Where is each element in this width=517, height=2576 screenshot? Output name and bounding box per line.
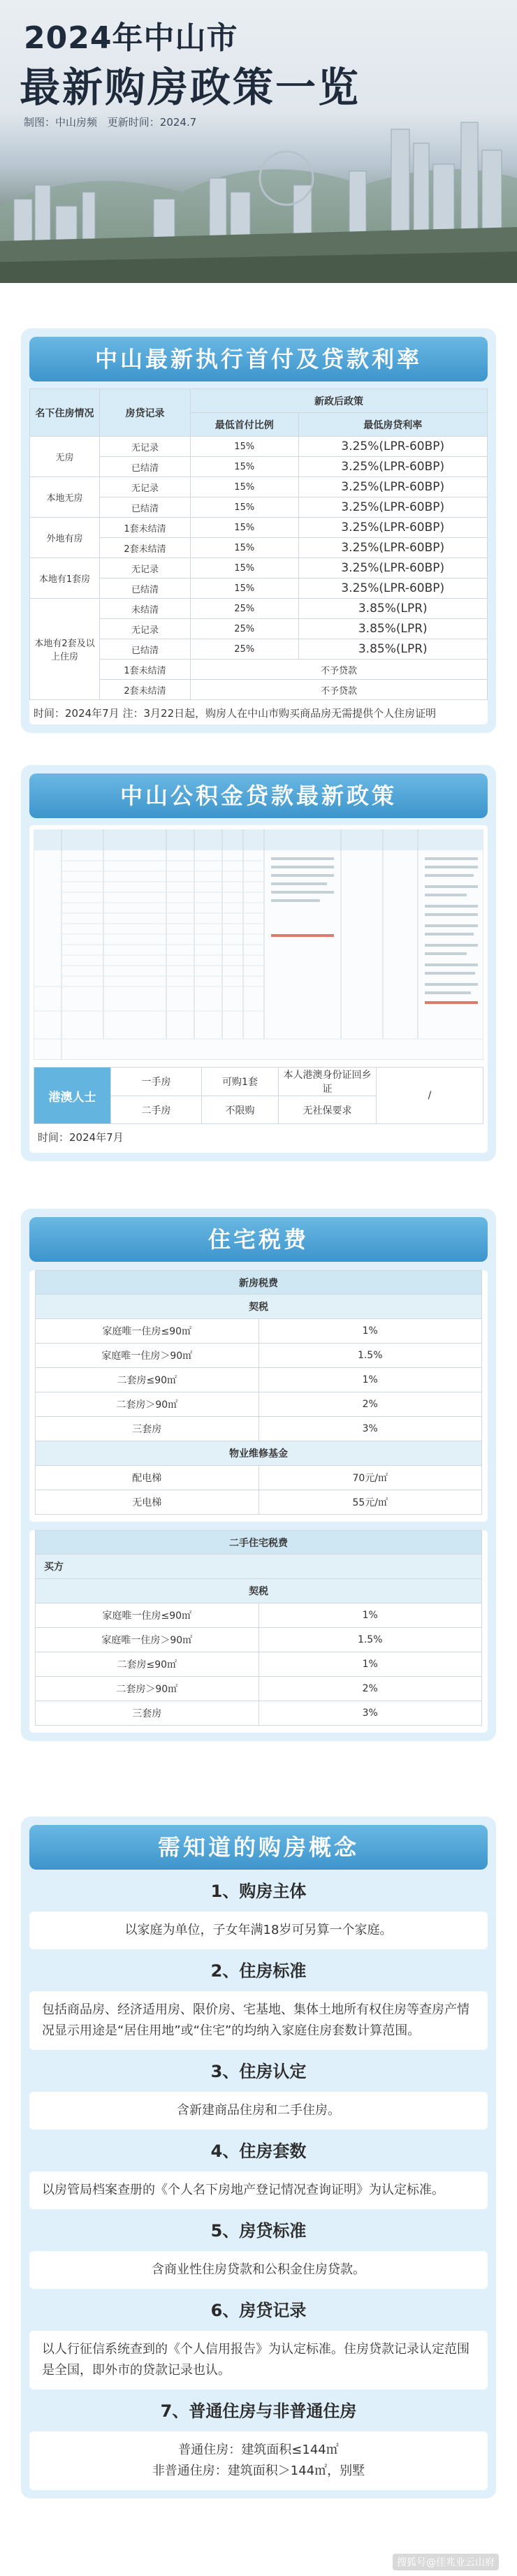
hk-label: 港澳人士 bbox=[34, 1068, 111, 1124]
header-policy: 新政后政策 bbox=[191, 389, 488, 413]
header-rate: 最低房贷利率 bbox=[298, 413, 488, 437]
maker-label: 制图：中山房频 bbox=[24, 116, 98, 129]
table-row: 已结清 15% 3.25%(LPR-60BP) bbox=[30, 457, 488, 477]
hero-banner bbox=[0, 0, 517, 283]
table-row: 2套未结清 不予贷款 bbox=[30, 680, 488, 700]
concept-title: 3、住房认定 bbox=[210, 2062, 307, 2081]
header-down: 最低首付比例 bbox=[191, 413, 299, 437]
section-title: 中山公积金贷款最新政策 bbox=[29, 773, 488, 818]
second-tax-table: 二手住宅税费 买方 契税 家庭唯一住房≤90㎡ 1% 家庭唯一住房＞90㎡ 1.5% 二套房≤90㎡ 1% 二套房＞90㎡ 2% 三套房 3% bbox=[35, 1530, 482, 1726]
concept-text: 含商业性住房贷款和公积金住房贷款。 bbox=[29, 2251, 488, 2289]
concepts-card bbox=[21, 1817, 496, 2498]
table-row: 家庭唯一住房≤90㎡ 1% bbox=[36, 1603, 482, 1628]
concept-title: 6、房贷记录 bbox=[210, 2301, 307, 2320]
down-payment-card bbox=[21, 328, 496, 733]
table-row: 无记录 25% 3.85%(LPR) bbox=[30, 619, 488, 639]
table-row: 本地无房 无记录 15% 3.25%(LPR-60BP) bbox=[30, 477, 488, 497]
footnote: 时间：2024年7月 注：3月22日起，购房人在中山市购买商品房无需提供个人住房证明 bbox=[34, 707, 437, 720]
table-row: 二套房＞90㎡ 2% bbox=[36, 1392, 482, 1417]
tax-card bbox=[21, 1209, 496, 1741]
table-row: 外地有房 1套未结清 15% 3.25%(LPR-60BP) bbox=[30, 518, 488, 538]
concept-text: 包括商品房、经济适用房、限价房、宅基地、集体土地所有权住房等查房产情况显示用途是“居住用地”或“住宅”的均纳入家庭住房套数计算范围。 bbox=[29, 1991, 488, 2050]
concept-title: 7、普通住房与非普通住房 bbox=[160, 2401, 357, 2421]
table-row: 三套房 3% bbox=[36, 1417, 482, 1441]
hero-title-year: 2024年中山市 bbox=[24, 20, 238, 56]
table-row: 配电梯 70元/㎡ bbox=[36, 1466, 482, 1490]
section-title: 中山最新执行首付及贷款利率 bbox=[29, 337, 488, 381]
table-row: 已结清 25% 3.85%(LPR) bbox=[30, 639, 488, 660]
fund-policy-wrap bbox=[29, 825, 488, 1153]
second-tax-header: 二手住宅税费 bbox=[36, 1531, 482, 1555]
table-row: 家庭唯一住房≤90㎡ 1% bbox=[36, 1319, 482, 1344]
table-row: 无电梯 55元/㎡ bbox=[36, 1490, 482, 1515]
concept-text: 含新建商品住房和二手住房。 bbox=[29, 2092, 488, 2130]
table-row: 无房 无记录 15% 3.25%(LPR-60BP) bbox=[30, 437, 488, 457]
watermark: 搜狐号@佳兆业云山府 bbox=[393, 2554, 499, 2570]
table-row: 本地有1套房 无记录 15% 3.25%(LPR-60BP) bbox=[30, 558, 488, 578]
table-row: 港澳人士 一手房 可购1套 本人港澳身份证回乡证 / bbox=[34, 1068, 483, 1096]
hk-macau-table bbox=[34, 1067, 483, 1124]
new-tax-box bbox=[29, 1270, 488, 1522]
concept-title: 2、住房标准 bbox=[210, 1961, 307, 1981]
table-row: 已结清 15% 3.25%(LPR-60BP) bbox=[30, 497, 488, 518]
table-row: 家庭唯一住房＞90㎡ 1.5% bbox=[36, 1344, 482, 1368]
section-title: 需知道的购房概念 bbox=[29, 1825, 488, 1870]
rate-table bbox=[29, 388, 488, 700]
update-time: 更新时间：2024.7 bbox=[107, 116, 197, 129]
header-record: 房贷记录 bbox=[100, 389, 191, 437]
non-normal-housing: 非普通住房：建筑面积＞144㎡，别墅 bbox=[152, 2464, 365, 2478]
table-row: 2套未结清 15% 3.25%(LPR-60BP) bbox=[30, 538, 488, 558]
table-row: 已结清 15% 3.25%(LPR-60BP) bbox=[30, 578, 488, 599]
provident-fund-card bbox=[21, 765, 496, 1161]
second-tax-box bbox=[29, 1530, 488, 1733]
table-row: 本地有2套及以上住房 未结清 25% 3.85%(LPR) bbox=[30, 599, 488, 619]
concept-text: 以房管局档案查册的《个人名下房地产登记情况查询证明》为认定标准。 bbox=[29, 2171, 488, 2209]
concept-text: 以家庭为单位，子女年满18岁可另算一个家庭。 bbox=[29, 1912, 488, 1949]
hero-meta bbox=[24, 115, 203, 129]
concept-normal-box bbox=[29, 2431, 488, 2490]
table-row: 二套房≤90㎡ 1% bbox=[36, 1652, 482, 1677]
rate-table-wrap bbox=[29, 388, 488, 725]
table-row: 家庭唯一住房＞90㎡ 1.5% bbox=[36, 1628, 482, 1652]
concept-title: 1、购房主体 bbox=[210, 1882, 307, 1901]
new-tax-table: 新房税费 契税 家庭唯一住房≤90㎡ 1% 家庭唯一住房＞90㎡ 1.5% 二套房≤90㎡ 1% 二套房＞90㎡ 2% 三套房 3% 物业维修基金 配电梯 70元/㎡ 无电梯 55元/㎡ bbox=[35, 1270, 482, 1515]
table-row: 二手房 不限购 无社保要求 bbox=[34, 1096, 483, 1124]
concept-text: 以人行征信系统查到的《个人信用报告》为认定标准。住房贷款记录认定范围是全国，即外市的贷款记录也认。 bbox=[29, 2331, 488, 2389]
new-tax-header: 新房税费 bbox=[36, 1271, 482, 1295]
table-row: 1套未结清 不予贷款 bbox=[30, 660, 488, 680]
concept-title: 5、房贷标准 bbox=[210, 2221, 307, 2241]
table-row: 二套房＞90㎡ 2% bbox=[36, 1677, 482, 1701]
hero-title-main: 最新购房政策一览 bbox=[20, 64, 361, 111]
concept-title: 4、住房套数 bbox=[210, 2141, 307, 2161]
normal-housing: 普通住房：建筑面积≤144㎡ bbox=[178, 2443, 339, 2457]
fund-policy-fineprint bbox=[34, 829, 483, 1060]
header-owner: 名下住房情况 bbox=[30, 389, 100, 437]
table-row: 二套房≤90㎡ 1% bbox=[36, 1368, 482, 1392]
table-row: 三套房 3% bbox=[36, 1701, 482, 1726]
section-title: 住宅税费 bbox=[29, 1217, 488, 1262]
time-note: 时间：2024年7月 bbox=[38, 1131, 124, 1144]
